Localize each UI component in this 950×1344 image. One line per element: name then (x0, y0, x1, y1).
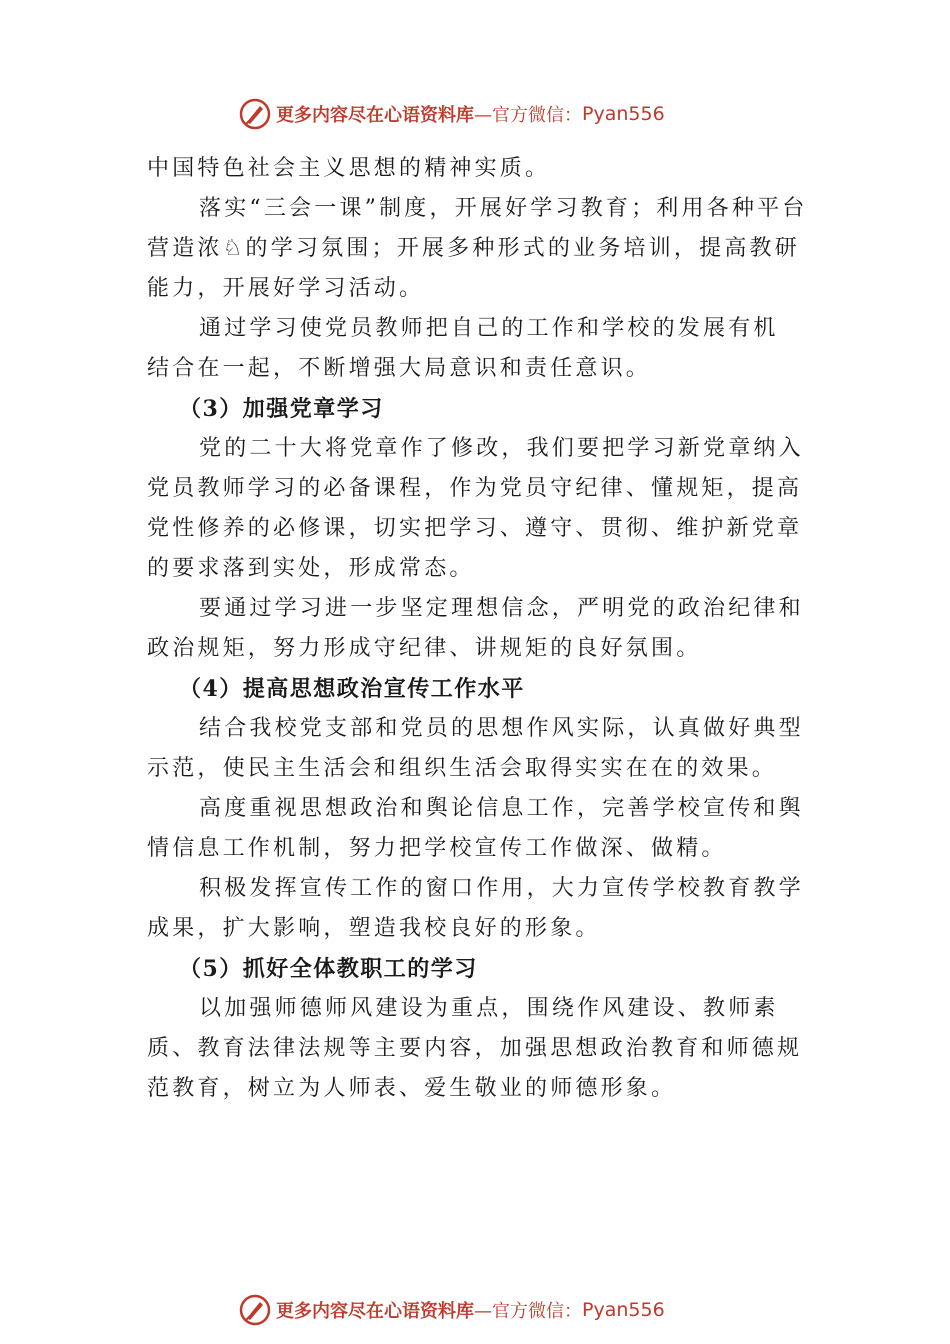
paragraph: 以加强师德师风建设为重点，围绕作风建设、教师素质、教育法律法规等主要内容，加强思想政治教育和师德规范教育，树立为人师表、爱生敬业的师德形象。 (147, 996, 803, 1101)
banner-wechat-id: Pyan556 (582, 103, 665, 125)
section-heading: （4）提高思想政治宣传工作水平 (179, 676, 525, 702)
paragraph: 落实“三会一课”制度，开展好学习教育；利用各种平台营造浓♘的学习氛围；开展多种形式的业务培训，提高教研能力，开展好学习活动。 (147, 196, 808, 301)
paragraph: 积极发挥宣传工作的窗口作用，大力宣传学校教育教学成果，扩大影响，塑造我校良好的形象。 (147, 876, 804, 941)
paragraph: 结合在一起，不断增强大局意识和责任意识。 (147, 356, 652, 381)
footer-watermark (238, 1292, 738, 1328)
paragraph: 结合我校党支部和党员的思想作风实际，认真做好典型示范，使民主生活会和组织生活会取得实实在在的效果。 (147, 716, 804, 781)
paragraph: 党的二十大将党章作了修改，我们要把学习新党章纳入党员教师学习的必备课程，作为党员守纪律、懂规矩，提高党性修养的必修课，切实把学习、遵守、贯彻、维护新党章的要求落到实处，形成常态。 (147, 436, 804, 581)
banner-brand-text: 更多内容尽在心语资料库 (276, 1301, 474, 1322)
section-heading: （5）抓好全体教职工的学习 (179, 956, 478, 982)
document-body (147, 149, 817, 1109)
banner-wechat-id: Pyan556 (582, 1299, 665, 1321)
header-watermark (238, 96, 738, 132)
paragraph: 高度重视思想政治和舆论信息工作，完善学校宣传和舆情信息工作机制，努力把学校宣传工作做深、做精。 (147, 796, 804, 861)
banner-official-text: —官方微信： (474, 105, 582, 126)
section-heading: （3）加强党章学习 (179, 396, 384, 422)
pen-logo-icon (238, 97, 272, 131)
pen-logo-icon (238, 1293, 272, 1327)
banner-official-text: —官方微信： (474, 1301, 582, 1322)
banner-brand-text: 更多内容尽在心语资料库 (276, 105, 474, 126)
paragraph: 中国特色社会主义思想的精神实质。 (147, 156, 551, 181)
paragraph: 要通过学习进一步坚定理想信念，严明党的政治纪律和政治规矩，努力形成守纪律、讲规矩的良好氛围。 (147, 596, 804, 661)
paragraph: 通过学习使党员教师把自己的工作和学校的发展有机 (199, 316, 779, 341)
